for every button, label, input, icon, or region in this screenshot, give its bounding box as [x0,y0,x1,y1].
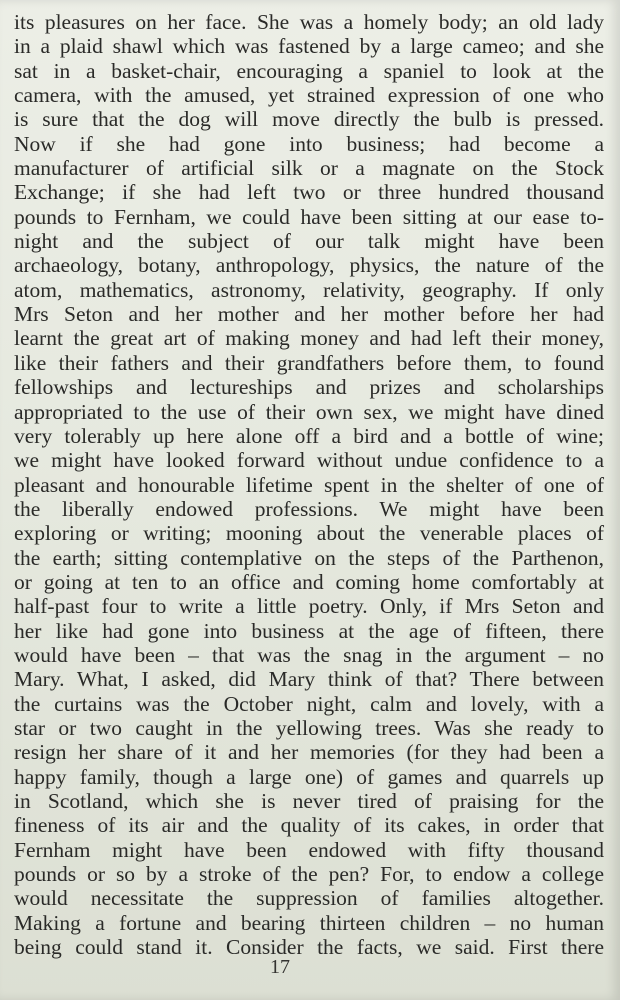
text-line: pleasant and honourable lifetime spent in the shelter of one of [14,472,604,497]
text-line: Exchange; if she had left two or three hundred thousand [14,180,604,205]
text-line: night and the subject of our talk might have been [14,229,604,254]
text-line: exploring or writing; mooning about the venerable places of [14,521,604,546]
text-line: very tolerably up here alone off a bird and a bottle of wine; [14,423,604,448]
text-line: Mary. What, I asked, did Mary think of that? There between [14,667,604,692]
text-line: camera, with the amused, yet strained expression of one who [14,83,604,108]
text-line: half-past four to write a little poetry. Only, if Mrs Seton and [14,594,604,619]
text-line: fineness of its air and the quality of its cakes, in order that [14,813,604,838]
text-line: the liberally endowed professions. We might have been [14,496,604,521]
text-line: we might have looked forward without undue confidence to a [14,448,604,473]
text-line: fellowships and lectureships and prizes and scholarships [14,375,604,400]
text-line: Fernham might have been endowed with fifty thousand [14,837,604,862]
text-line: its pleasures on her face. She was a homely body; an old lady [14,10,604,34]
page-number: 17 [270,956,290,978]
text-line: being could stand it. Consider the facts, we said. First there [14,935,604,960]
text-line: would necessitate the suppression of families altogether. [14,886,604,911]
text-line: manufacturer of artificial silk or a magnate on the Stock [14,156,604,181]
text-line: the curtains was the October night, calm and lovely, with a [14,691,604,716]
text-line: appropriated to the use of their own sex, we might have dined [14,399,604,424]
text-line: would have been – that was the snag in the argument – no [14,642,604,667]
text-line: in Scotland, which she is never tired of praising for the [14,789,604,813]
text-line: like their fathers and their grandfathers before them, to found [14,350,604,375]
text-line: resign her share of it and her memories (for they had been a [14,740,604,765]
text-line: star or two caught in the yellowing trees. Was she ready to [14,715,604,740]
text-line: atom, mathematics, astronomy, relativity, geography. If only [14,277,604,302]
text-line: sat in a basket-chair, encouraging a spaniel to look at the [14,58,604,83]
text-line: Now if she had gone into business; had become a [14,131,604,156]
text-line: pounds or so by a stroke of the pen? For, to endow a college [14,862,604,887]
text-line: learnt the great art of making money and had left their money, [14,326,604,351]
text-line: the earth; sitting contemplative on the steps of the Parthenon, [14,545,604,570]
text-line: or going at ten to an office and coming home comfortably at [14,569,604,594]
text-line: Making a fortune and bearing thirteen children – no human [14,910,604,935]
text-line: happy family, though a large one) of games and quarrels up [14,764,604,789]
text-line: her like had gone into business at the age of fifteen, there [14,618,604,643]
text-line: in a plaid shawl which was fastened by a large cameo; and she [14,34,604,59]
body-text [14,10,604,959]
text-line: pounds to Fernham, we could have been sitting at our ease to- [14,204,604,229]
text-line: Mrs Seton and her mother and her mother before her had [14,302,604,327]
text-line: archaeology, botany, anthropology, physics, the nature of the [14,253,604,278]
text-line: is sure that the dog will move directly the bulb is pressed. [14,107,604,132]
